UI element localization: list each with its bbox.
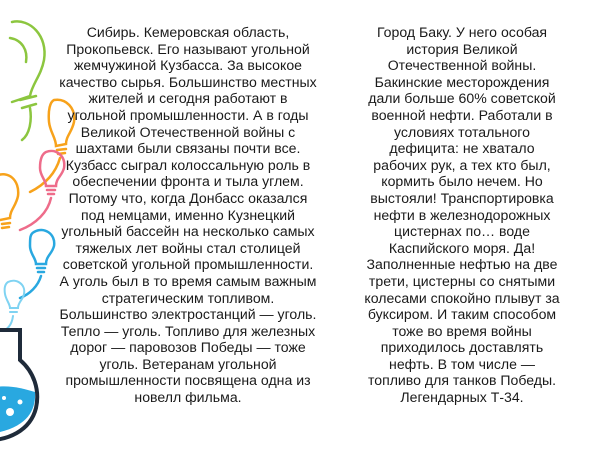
text-line: выстояли! Транспортировка xyxy=(370,189,554,206)
text-line: колесами спокойно плывут за xyxy=(364,289,560,306)
text-line: Великой Отечественной войны с xyxy=(80,123,296,140)
text-line: дали больше 60% советской xyxy=(368,90,556,107)
text-line: цистернах по… воде xyxy=(394,223,530,240)
text-line: Тепло — уголь. Топливо для железных xyxy=(60,322,316,339)
text-line: условиях тотального xyxy=(394,123,530,140)
right-text-column xyxy=(346,24,578,406)
text-line: топливо для танков Победы. xyxy=(367,372,557,389)
text-line: буксиром. И таким способом xyxy=(367,306,557,323)
flask-icon xyxy=(0,330,37,440)
text-line: под немцами, именно Кузнецкий xyxy=(81,206,295,223)
text-line: шахтами были связаны почти все. xyxy=(75,140,301,157)
text-line: Легендарных Т-34. xyxy=(400,389,524,406)
text-line: нефти в железнодорожных xyxy=(373,206,551,223)
text-line: угольный бассейн на несколько самых xyxy=(61,223,315,240)
text-line: жемчужиной Кузбасса. За высокое xyxy=(73,57,303,74)
text-line: история Великой xyxy=(406,40,518,57)
text-line: А уголь был в то время самым важным xyxy=(59,272,317,289)
left-text-column xyxy=(52,24,324,406)
text-line: Бакинские месторождения xyxy=(374,73,550,90)
text-line: тяжелых лет войны стал столицей xyxy=(75,239,301,256)
text-line: Сибирь. Кемеровская область, xyxy=(86,24,290,40)
text-line: Заполненные нефтью на две xyxy=(366,256,558,273)
text-line: кормить было нечем. Но xyxy=(381,173,543,190)
text-line: Кузбасс сыграл колоссальную роль в xyxy=(65,156,311,173)
text-line: дефицита: не хватало xyxy=(389,140,535,157)
text-line: приходилось доставлять xyxy=(380,339,544,356)
text-line: качество сырья. Большинство местных xyxy=(59,73,317,90)
lightbulb-icon xyxy=(20,230,54,298)
text-line: тоже во время войны xyxy=(392,322,532,339)
text-line: обеспечении фронта и тыла углем. xyxy=(72,173,304,190)
text-line: трети, цистерны со снятыми xyxy=(368,272,556,289)
text-line: рабочих рук, а тех кто был, xyxy=(373,156,551,173)
lightbulb-icon xyxy=(0,281,24,332)
text-line: военной нефти. Работали в xyxy=(371,106,553,123)
text-line: Большинство электростанций — уголь. xyxy=(59,306,317,323)
lightbulb-icon xyxy=(0,174,18,228)
text-line: Потому что, когда Донбасс оказался xyxy=(68,189,308,206)
text-line: Город Баку. У него особая xyxy=(376,24,548,40)
text-line: дорог — паровозов Победы — тоже xyxy=(70,339,306,356)
text-line: Каспийского моря. Да! xyxy=(388,239,536,256)
text-line: жителей и сегодня работают в xyxy=(88,90,288,107)
lightbulb-icon xyxy=(10,21,45,140)
text-line: промышленности посвящена одна из xyxy=(65,372,311,389)
text-line: уголь. Ветеранам угольной xyxy=(99,355,277,372)
text-line: Отечественной войны. xyxy=(387,57,537,74)
text-line: нефть. В том числе — xyxy=(389,355,535,372)
text-line: стратегическим топливом. xyxy=(101,289,275,306)
text-line: советской угольной промышленности. xyxy=(62,256,314,273)
text-line: новелл фильма. xyxy=(134,389,242,406)
text-line: Прокопьевск. Его называют угольной xyxy=(66,40,310,57)
text-line: угольной промышленности. А в годы xyxy=(67,106,309,123)
